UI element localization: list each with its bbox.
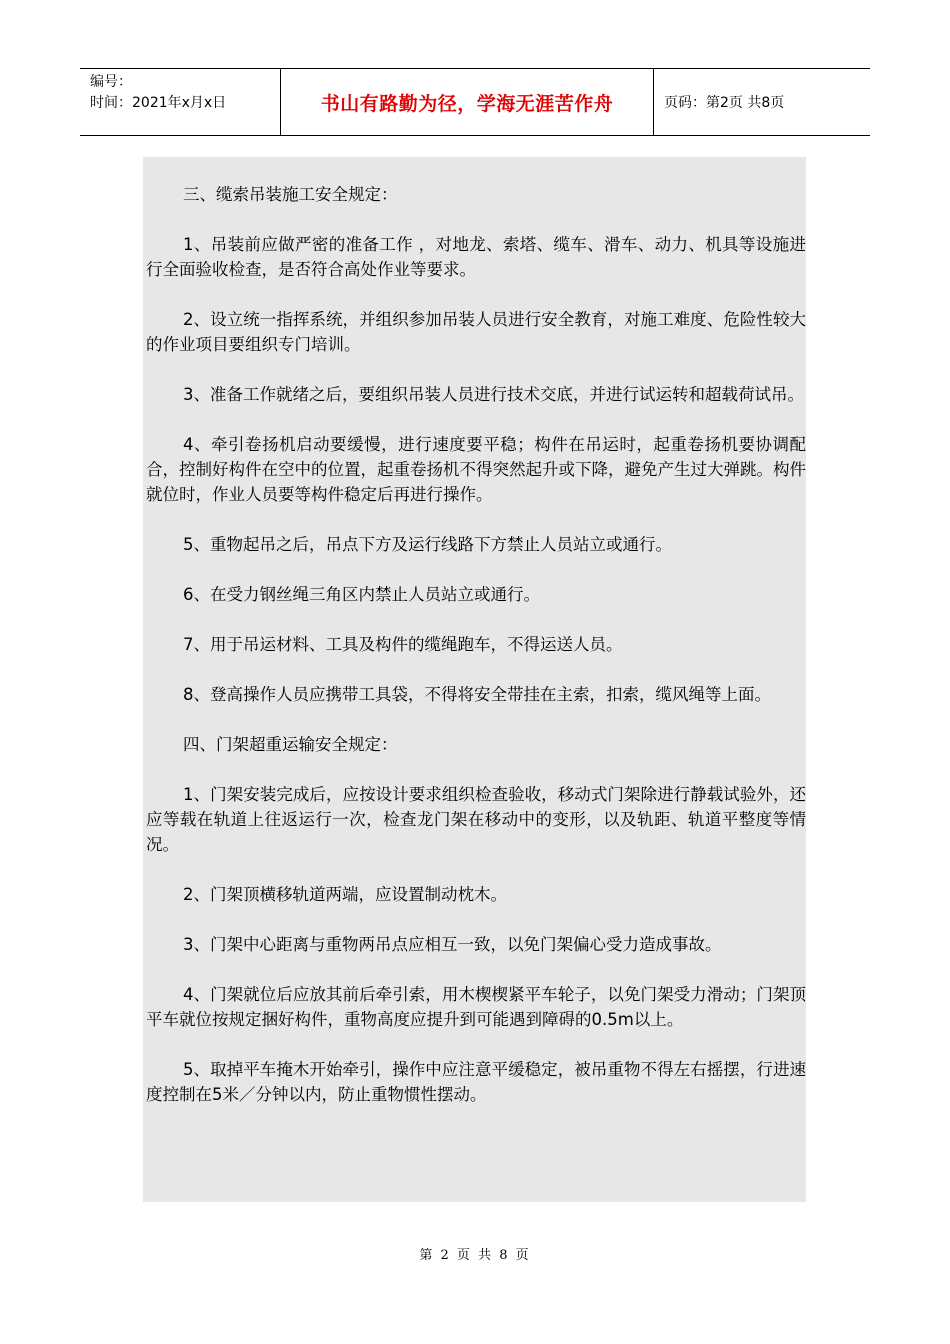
paragraph: 1、门架安装完成后，应按设计要求组织检查验收，移动式门架除进行静载试验外，还应等载在轨道上往返运行一次，检查龙门架在移动中的变形，以及轨距、轨道平整度等情况。 xyxy=(146,785,806,854)
section-heading-cable-hoisting: 三、缆索吊装施工安全规定： xyxy=(183,185,398,204)
paragraph: 4、门架就位后应放其前后牵引索，用木楔楔紧平车轮子，以免门架受力滑动；门架顶平车就位按规定捆好构件，重物高度应提升到可能遇到障碍的0.5m以上。 xyxy=(146,985,806,1029)
document-date: 时间：2021年x月x日 xyxy=(90,95,227,111)
paragraph: 5、取掉平车掩木开始牵引，操作中应注意平缓稳定，被吊重物不得左右摇摆，行进速度控制在5米／分钟以内，防止重物惯性摆动。 xyxy=(146,1060,806,1104)
header-page-code: 页码：第2页 共8页 xyxy=(664,95,785,111)
paragraph: 6、在受力钢丝绳三角区内禁止人员站立或通行。 xyxy=(183,585,540,604)
paragraph: 2、门架顶横移轨道两端，应设置制动枕木。 xyxy=(183,885,507,904)
paragraph: 4、牵引卷扬机启动要缓慢，进行速度要平稳；构件在吊运时，起重卷扬机要协调配合，控制好构件在空中的位置，起重卷扬机不得突然起升或下降，避免产生过大弹跳。构件就位时，作业人员要等构件稳定后再进行操作。 xyxy=(146,435,806,504)
paragraph: 1、吊装前应做严密的准备工作 ，对地龙、索塔、缆车、滑车、动力、机具等设施进行全面验收检查，是否符合高处作业等要求。 xyxy=(146,235,806,279)
paragraph: 3、准备工作就绪之后，要组织吊装人员进行技术交底，并进行试运转和超载荷试吊。 xyxy=(183,385,804,404)
document-body xyxy=(143,157,806,1202)
paragraph: 7、用于吊运材料、工具及构件的缆绳跑车，不得运送人员。 xyxy=(183,635,623,654)
paragraph: 3、门架中心距离与重物两吊点应相互一致，以免门架偏心受力造成事故。 xyxy=(183,935,722,954)
paragraph: 8、登高操作人员应携带工具袋，不得将安全带挂在主索，扣索，缆风绳等上面。 xyxy=(183,685,771,704)
page-header xyxy=(80,68,870,136)
header-meta xyxy=(80,69,281,135)
document-number-label: 编号： xyxy=(90,74,132,90)
header-motto: 书山有路勤为径，学海无涯苦作舟 xyxy=(281,69,654,135)
section-heading-gantry-transport: 四、门架超重运输安全规定： xyxy=(183,735,398,754)
page-footer: 第 2 页 共 8 页 xyxy=(419,1248,531,1263)
paragraph: 2、设立统一指挥系统，并组织参加吊装人员进行安全教育，对施工难度、危险性较大的作业项目要组织专门培训。 xyxy=(146,310,806,354)
paragraph: 5、重物起吊之后，吊点下方及运行线路下方禁止人员站立或通行。 xyxy=(183,535,672,554)
